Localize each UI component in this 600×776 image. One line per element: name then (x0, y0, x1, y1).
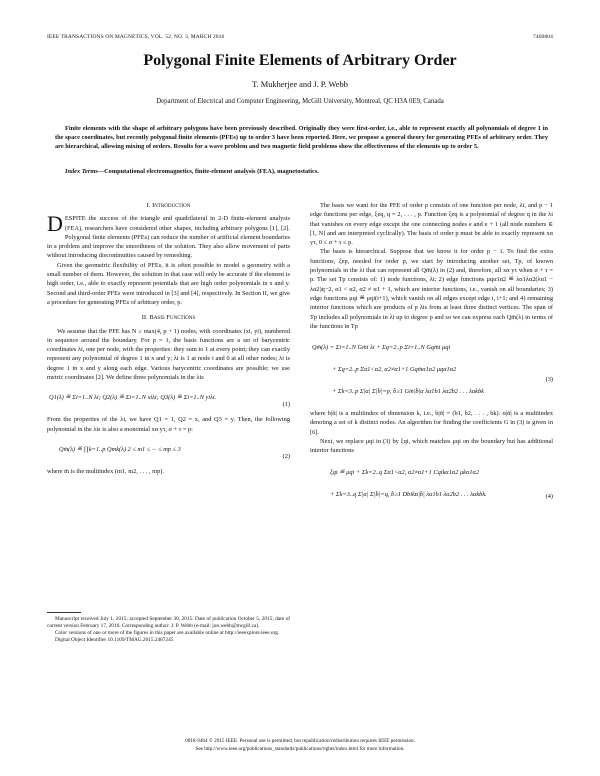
article-number: 7400604 (533, 34, 553, 40)
footnote-doi: Digital Object Identifier 10.1109/TMAG.2015.2487245 (55, 637, 174, 644)
basis-paragraph-3: where m̄ is the multiindex (m1, m2, . . . , mp). (47, 467, 164, 475)
right-paragraph-2: The basis is hierarchical. Suppose that we know it for order p − 1. To find the extra functions, ξep, needed for order p, we start by introducing another set, Tp, of known polynomials in the λi that can represent all Qm̄(λ) in (2) and, therefore, all xα yτ when σ + τ = p. The set Tp consists of: 1) node functions, λi; 2) edge functions μqα1α2 ≝ λα1λα2(λα1 − λα2)q−2, α1 < α2, α2 ≠ α1 + 1, which are interior functions, i.e., vanish on all boundaries; 3) edge functions μqi ≝ μqi(i+1), which vanish on all edges except edge i, i+1; and 4) remaining interior functions which are products of p λis from at least three distinct vertices. The span of Tp includes all polynomials in λi up to degree p and so we can express each Qm̄(λ) in terms of the functions in Tp (310, 248, 553, 330)
equation-3-line-3: + Σk=3..p Σ|α| Σ|b̄|=p, b̄≥1 Gm̄|b̄|α λα1b1 λα2b2 . . . λαkbk (332, 388, 484, 396)
footnote-color: Color versions of one or more of the figures in this paper are available online at http://ieeexplore.ieee.org. (55, 630, 280, 637)
equation-2-body: Qm̄(λ) ≝ ∏k=1..p Qmk(λ) 2 ≤ m1 ≤ ··· ≤ mp ≤ 3 (59, 445, 181, 453)
footnote-rule (47, 612, 81, 613)
equation-4-number: (4) (545, 492, 553, 500)
index-terms-label: Index Terms (65, 168, 98, 175)
right-paragraph-1: The basis we want for the PFE of order p consists of one function per node, λi, and p − 1 edge functions per edge, ξeq, q = 2, . . . , p. Function ξeq is a polynomial of degree q in the λi that vanishes on every edge except the one connecting nodes e and e + 1 (all node numbers ∈ [1, N] and are interpreted cyclically). The basis of order p must be able to exactly represent xα yτ, 0 ≤ σ + τ ≤ p. (310, 202, 553, 247)
index-terms-text: —Computational electromagnetics, finite-element analysis (FEA), magnetostatics. (97, 168, 319, 175)
equation-1 (47, 388, 290, 409)
footnotes (47, 616, 290, 644)
equation-1-number: (1) (282, 401, 290, 409)
copyright-line: 0018-9464 © 2015 IEEE. Personal use is permitted, but republication/redistribution requires IEEE permission. (185, 738, 415, 744)
section-heading-introduction: I. Introduction (146, 202, 191, 209)
equation-1-body: Q1(λ) ≝ Σi=1..N λi; Q2(λ) ≝ Σi=1..N xiλi; Q3(λ) ≝ Σi=1..N yiλi. (49, 394, 217, 402)
basis-paragraph-2: From the properties of the λi, we have Q1 = 1, Q2 = x, and Q3 = y. Then, the following polynomial in the λis is also a monomial xα yτ, σ + τ = p: (47, 416, 290, 433)
equation-2-number: (2) (282, 452, 290, 460)
equation-3 (310, 337, 553, 403)
right-column (310, 201, 553, 512)
intro-paragraph-1-text: ESPITE the success of the triangle and quadrilateral in 2-D finite-element analysis (FEA), researchers have considered other shapes, including arbitrary polygons [1], [2]. Polygonal finite elements (PFEs) can reduce the number of artificial element boundaries in a problem and improve the smoothness of the solution. They also allow movement of parts without introducing discontinuities caused by remeshing. (47, 215, 290, 260)
abstract: Finite elements with the shape of arbitrary polygons have been previously described. Originally they were first-order, i.e., able to represent exactly all polynomials of degree 1 in the space coordinates, but recently polygonal finite elements (PFEs) up to order 3 have been reported. Here, we propose a general theory for generating PFEs of arbitrary order. They are hierarchical, allowing mixing of orders. Results for a wave problem and two magnetic field problems show the effectiveness of the elements up to order 5. (55, 125, 548, 151)
intro-paragraph-2: Given the geometric flexibility of PFEs, it is often possible to model a geometry with a small number of them. However, the solution in that case will only be accurate if the element is high order, i.e., able to exactly represent potentials that are high order polynomials in x and y. Second and third-order PFEs were introduced in [3] and [4], respectively. In Section II, we give a procedure for generating PFEs of arbitrary order, p. (47, 261, 290, 306)
intro-paragraph-1 (47, 211, 290, 260)
right-paragraph-4: Next, we replace μqi in (3) by ξqi, which matches μqi on the boundary but has additional interior functions (310, 438, 553, 455)
drop-cap: D (47, 211, 63, 237)
basis-paragraph-1: We assume that the PFE has N ≥ max(4, p + 1) nodes, with coordinates (xi, yi), numbered in sequence around the boundary. For p = 1, the basis functions are a set of barycentric coordinates λi, one per node, with the properties: they sum to 1 at every point; they can exactly represent any polynomial of degree 1 in x and y; λi is 1 at node i and 0 at all other nodes; λi is degree 1 in x and y along each edge. Various barycentric coordinates are possible; we use metric coordinates [2]. We define three polynomials in the λis (47, 327, 290, 382)
equation-3-number: (3) (545, 376, 553, 384)
equation-3-line-1: Qm̄(λ) = Σi=1..N Gm̄i λi + Σq=2..p Σi=1..N Gqm̄i μqi (312, 344, 451, 352)
right-paragraph-3: where b|ᾱ| is a multiindex of dimension k, i.e., b|ᾱ| = (b1, b2, . . . , bk). α|ᾱ| is a multiindex denoting a set of k distinct nodes. An algorithm for finding the coefficients G in (3) is given in [6]. (310, 410, 553, 436)
paper-authors: T. Mukherjee and J. P. Webb (252, 80, 348, 89)
footnote-manuscript: Manuscript received July 1, 2015; accepted September 30, 2015. Date of publication October 5, 2015; date of current version February 17, 2016. Corresponding author: J. P. Webb (e-mail: jon.webb@mcgill.ca). (47, 616, 290, 630)
rights-line: See http://www.ieee.org/publications_standards/publications/rights/index.html for more information. (195, 746, 405, 752)
index-terms (55, 167, 548, 176)
section-heading-basis-functions: II. Basis Functions (141, 314, 196, 322)
equation-3-line-2: + Σq=2..p Σα1<α2, α2≠α1+1 Gqm̄α1α2 μqα1α2 (332, 366, 457, 374)
author-affiliation: Department of Electrical and Computer Engineering, McGill University, Montreal, QC H3A 0E9, Canada (156, 98, 444, 105)
paper-title: Polygonal Finite Elements of Arbitrary Order (143, 52, 457, 69)
journal-name: IEEE TRANSACTIONS ON MAGNETICS, VOL. 52, NO. 3, MARCH 2016 (47, 34, 225, 40)
equation-4-line-2: + Σk=3..q Σ|α| Σ|b̄|=q, b̄≥1 Dbikα|b̄| λα1b1 λα2b2 . . . λαkbk. (330, 490, 487, 498)
equation-4-line-1: ξqi ≝ μqi + Σk=2..q Σα1<α2, α2≠α1+1 Cqikα1α2 μkα1α2 (330, 468, 480, 476)
left-column (47, 201, 290, 476)
equation-2 (47, 440, 290, 461)
equation-4 (310, 462, 553, 506)
